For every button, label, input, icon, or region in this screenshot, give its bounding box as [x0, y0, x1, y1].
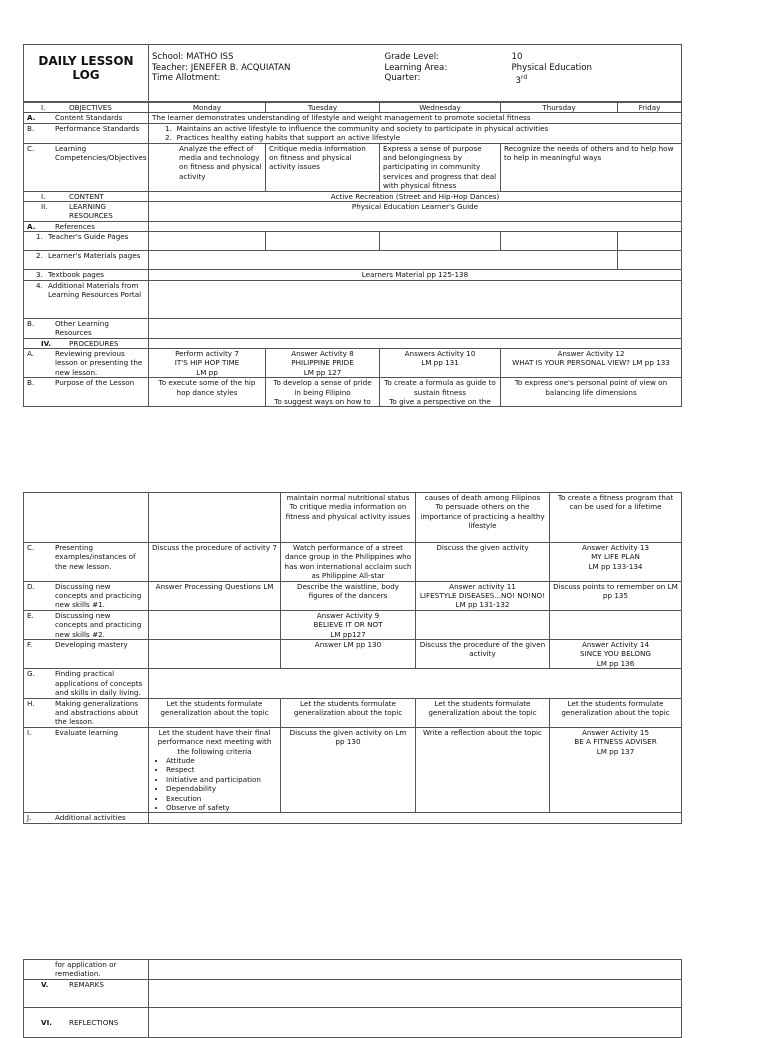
procedure-d-tuesday: Describe the waistline, body figures of the dancers [281, 581, 416, 610]
content-standards-value: The learner demonstrates understanding of lifestyle and weight management to promote societal fitness [149, 113, 682, 123]
procedure-a-tuesday: Answer Activity 8 PHILIPPINE PRIDE LM pp 127 [266, 348, 380, 377]
procedure-c-wednesday: Discuss the given activity [416, 543, 550, 582]
procedure-g-row: G. Finding practical applications of concepts and skills in daily living. [24, 669, 682, 698]
day-friday: Friday [618, 103, 682, 113]
procedure-i-tuesday: Discuss the given activity on Lm pp 130 [281, 727, 416, 813]
quarter-label: Quarter: [384, 73, 421, 84]
procedure-h-monday: Let the students formulate generalization about the topic [149, 698, 281, 727]
procedure-b-tuesday-cont: maintain normal nutritional status To critique media information on fitness and physical activity issues [281, 493, 416, 543]
days-row [24, 103, 682, 113]
learning-resources-value: Physical Education Learner's Guide [149, 202, 682, 222]
procedure-h-tuesday: Let the students formulate generalization about the topic [281, 698, 416, 727]
procedure-a-monday: Perform activity 7 IT'S HIP HOP TIME LM pp [149, 348, 266, 377]
tg-pages-row: 1. Teacher's Guide Pages [24, 232, 682, 251]
procedure-b-wednesday: To create a formula as guide to sustain fitness To give a perspective on the [380, 378, 501, 407]
procedure-c-thursday: Answer Activity 13 MY LIFE PLAN LM pp 133-134 [550, 543, 682, 582]
list-item: • Initiative and participation [166, 775, 277, 784]
lesson-log-page-3 [23, 959, 682, 1038]
procedure-c-tuesday: Watch performance of a street dance group in the Philippines who has won international acclaim such as Philippine All-star [281, 543, 416, 582]
day-tuesday: Tuesday [266, 103, 380, 113]
list-item: • Attitude [166, 756, 277, 765]
procedure-i-monday: Let the student have their final performance next meeting with the following criteria • Attitude • Respect • Initiative and participation • Dependability • Execution • Observe of safety [149, 727, 281, 813]
learning-area-value: Physical Education [511, 62, 592, 73]
lesson-table-2 [23, 492, 682, 824]
list-item: • Dependability [166, 784, 277, 793]
procedure-d-row: D. Discussing new concepts and practicing new skills #1. Answer Processing Questions LM Describe the waistline, body figures of the dancers Answer activity 11 LIFESTYLE DISEASES...NO! NO!NO! LM pp 131-132 Discuss points to remember on LM pp 135 [24, 581, 682, 610]
header-table [23, 44, 682, 102]
competency-thursday: Recognize the needs of others and to help how to help in meaningful ways [501, 143, 682, 191]
content-value: Active Recreation (Street and Hip-Hop Dances) [149, 191, 682, 201]
list-item: • Execution [166, 794, 277, 803]
time-allotment-label: Time Allotment: [152, 73, 221, 84]
grade-info-labels [382, 45, 509, 102]
lesson-table-3 [23, 959, 682, 1038]
references-row: A. References [24, 221, 682, 231]
competency-wednesday: Express a sense of purpose and belongingness by participating in community services and progress that deal with physical fitness [380, 143, 501, 191]
procedure-e-tuesday: Answer Activity 9 BELIEVE IT OR NOT LM pp127 [281, 610, 416, 639]
procedure-f-tuesday: Answer LM pp 130 [281, 640, 416, 669]
content-row: I. CONTENT Active Recreation (Street and Hip-Hop Dances) [24, 191, 682, 201]
other-resources-row: B. Other Learning Resources [24, 318, 682, 338]
grade-level-value: 10 [511, 52, 523, 62]
competency-tuesday: Critique media information on fitness and physical activity issues [266, 143, 380, 191]
lm-pages-row: 2. Learner's Materials pages [24, 251, 682, 270]
additional-activities-cont: for application or remediation. [24, 960, 149, 980]
lesson-log-page-1 [23, 44, 682, 407]
procedure-j-continued-row [24, 960, 682, 980]
procedure-d-thursday: Discuss points to remember on LM pp 135 [550, 581, 682, 610]
procedure-h-row: H. Making generalizations and abstractions about the lesson. Let the students formulate generalization about the topic Let the students formulate generalization about the topic Let the students formulate generalization about the topic Let the students formulate generalization about the topic [24, 698, 682, 727]
learning-area-label: Learning Area: [384, 62, 448, 73]
procedure-i-row: I. Evaluate learning Let the student have their final performance next meeting with the following criteria • Attitude • Respect • Initiative and participation • Dependability • Execution • Observe of safety Discuss the given activity on Lm pp 130 Write a reflection about the topic Answer Activity 15 BE A FITNESS ADVISER LM pp 137 [24, 727, 682, 813]
list-item: • Observe of safety [166, 803, 277, 812]
document-title: DAILY LESSON LOG [24, 45, 149, 102]
procedures-heading-row: IV. PROCEDURES [24, 338, 682, 348]
school-info [149, 45, 382, 102]
reflections-row: VI. REFLECTIONS [24, 1007, 682, 1037]
competencies-row: C. Learning Competencies/Objectives Analyze the effect of media and technology on fitness and physical activity Critique media information on fitness and physical activity issues Express a sense of purpose and belongingness by participating in community services and progress that deal with physical fitness Recognize the needs of others and to help how to help in meaningful ways [24, 143, 682, 191]
day-thursday: Thursday [501, 103, 618, 113]
day-monday: Monday [149, 103, 266, 113]
learning-resources-row: II. LEARNING RESOURCES Physical Education Learner's Guide [24, 202, 682, 222]
procedure-a-thursday: Answer Activity 12 WHAT IS YOUR PERSONAL VIEW? LM pp 133 [501, 348, 682, 377]
textbook-pages-row: 3. Textbook pages Learners Material pp 125-138 [24, 270, 682, 280]
additional-materials-row: 4. Additional Materials from Learning Resources Portal [24, 280, 682, 318]
procedure-a-row: A. Reviewing previous lesson or presenting the new lesson. Perform activity 7 IT'S HIP HOP TIME LM pp Answer Activity 8 PHILIPPINE PRIDE LM pp 127 Answers Activity 10 LM pp 131 Answer Activity 12 WHAT IS YOUR PERSONAL VIEW? LM pp 133 [24, 348, 682, 377]
procedure-b-monday: To execute some of the hip hop dance styles [149, 378, 266, 407]
procedure-b-tuesday: To develop a sense of pride in being Filipino To suggest ways on how to [266, 378, 380, 407]
procedure-j-row: J. Additional activities [24, 813, 682, 823]
criteria-list [152, 756, 277, 812]
procedure-h-wednesday: Let the students formulate generalization about the topic [416, 698, 550, 727]
procedure-h-thursday: Let the students formulate generalization about the topic [550, 698, 682, 727]
textbook-pages-value: Learners Material pp 125-138 [149, 270, 682, 280]
procedure-d-monday: Answer Processing Questions LM [149, 581, 281, 610]
procedure-f-wednesday: Discuss the procedure of the given activity [416, 640, 550, 669]
procedure-b-thursday-cont: To create a fitness program that can be used for a lifetime [550, 493, 682, 543]
procedure-a-wednesday: Answers Activity 10 LM pp 131 [380, 348, 501, 377]
school-label: School: MATHO ISS [152, 52, 234, 62]
procedure-i-thursday: Answer Activity 15 BE A FITNESS ADVISER LM pp 137 [550, 727, 682, 813]
grade-info-values [509, 45, 682, 102]
day-wednesday: Wednesday [380, 103, 501, 113]
lesson-log-page-2 [23, 492, 682, 824]
procedure-b-row: B. Purpose of the Lesson To execute some of the hip hop dance styles To develop a sense of pride in being Filipino To suggest ways on how to To create a formula as guide to sustain fitness To give a perspective on the To express one's personal point of view on balancing life dimensions [24, 378, 682, 407]
list-item: • Respect [166, 765, 277, 774]
performance-standards-row: B. Performance Standards 1. Maintains an active lifestyle to influence the community and society to participate in physical activities 2. Practices healthy eating habits that support an active lifestyle [24, 123, 682, 143]
performance-standards-value: 1. Maintains an active lifestyle to influence the community and society to participate in physical activities 2. Practices healthy eating habits that support an active lifestyle [149, 123, 682, 143]
procedure-d-wednesday: Answer activity 11 LIFESTYLE DISEASES...NO! NO!NO! LM pp 131-132 [416, 581, 550, 610]
objectives-heading: I. OBJECTIVES [24, 103, 149, 113]
procedure-i-wednesday: Write a reflection about the topic [416, 727, 550, 813]
procedure-c-row: C. Presenting examples/instances of the new lesson. Discuss the procedure of activity 7 Watch performance of a street dance group in the Philippines who has won international acclaim such as Philippine All-star Discuss the given activity Answer Activity 13 MY LIFE PLAN LM pp 133-134 [24, 543, 682, 582]
procedure-b-continued-row [24, 493, 682, 543]
competency-monday: Analyze the effect of media and technology on fitness and physical activity [149, 143, 266, 191]
procedure-f-row: F. Developing mastery Answer LM pp 130 Discuss the procedure of the given activity Answer Activity 14 SINCE YOU BELONG LM pp 136 [24, 640, 682, 669]
remarks-row: V. REMARKS [24, 979, 682, 1007]
procedure-b-wednesday-cont: causes of death among Filipinos To persuade others on the importance of practicing a healthy lifestyle [416, 493, 550, 543]
procedure-f-thursday: Answer Activity 14 SINCE YOU BELONG LM pp 136 [550, 640, 682, 669]
lesson-table-1 [23, 102, 682, 407]
procedure-e-row: E. Discussing new concepts and practicing new skills #2. Answer Activity 9 BELIEVE IT OR NOT LM pp127 [24, 610, 682, 639]
content-standards-row: A. Content Standards The learner demonstrates understanding of lifestyle and weight management to promote societal fitness [24, 113, 682, 123]
teacher-label: Teacher: JENEFER B. ACQUIATAN [152, 62, 291, 73]
quarter-value: 3rd [515, 74, 528, 87]
grade-level-label: Grade Level: [384, 52, 440, 62]
procedure-c-monday: Discuss the procedure of activity 7 [149, 543, 281, 582]
procedure-b-thursday: To express one's personal point of view on balancing life dimensions [501, 378, 682, 407]
